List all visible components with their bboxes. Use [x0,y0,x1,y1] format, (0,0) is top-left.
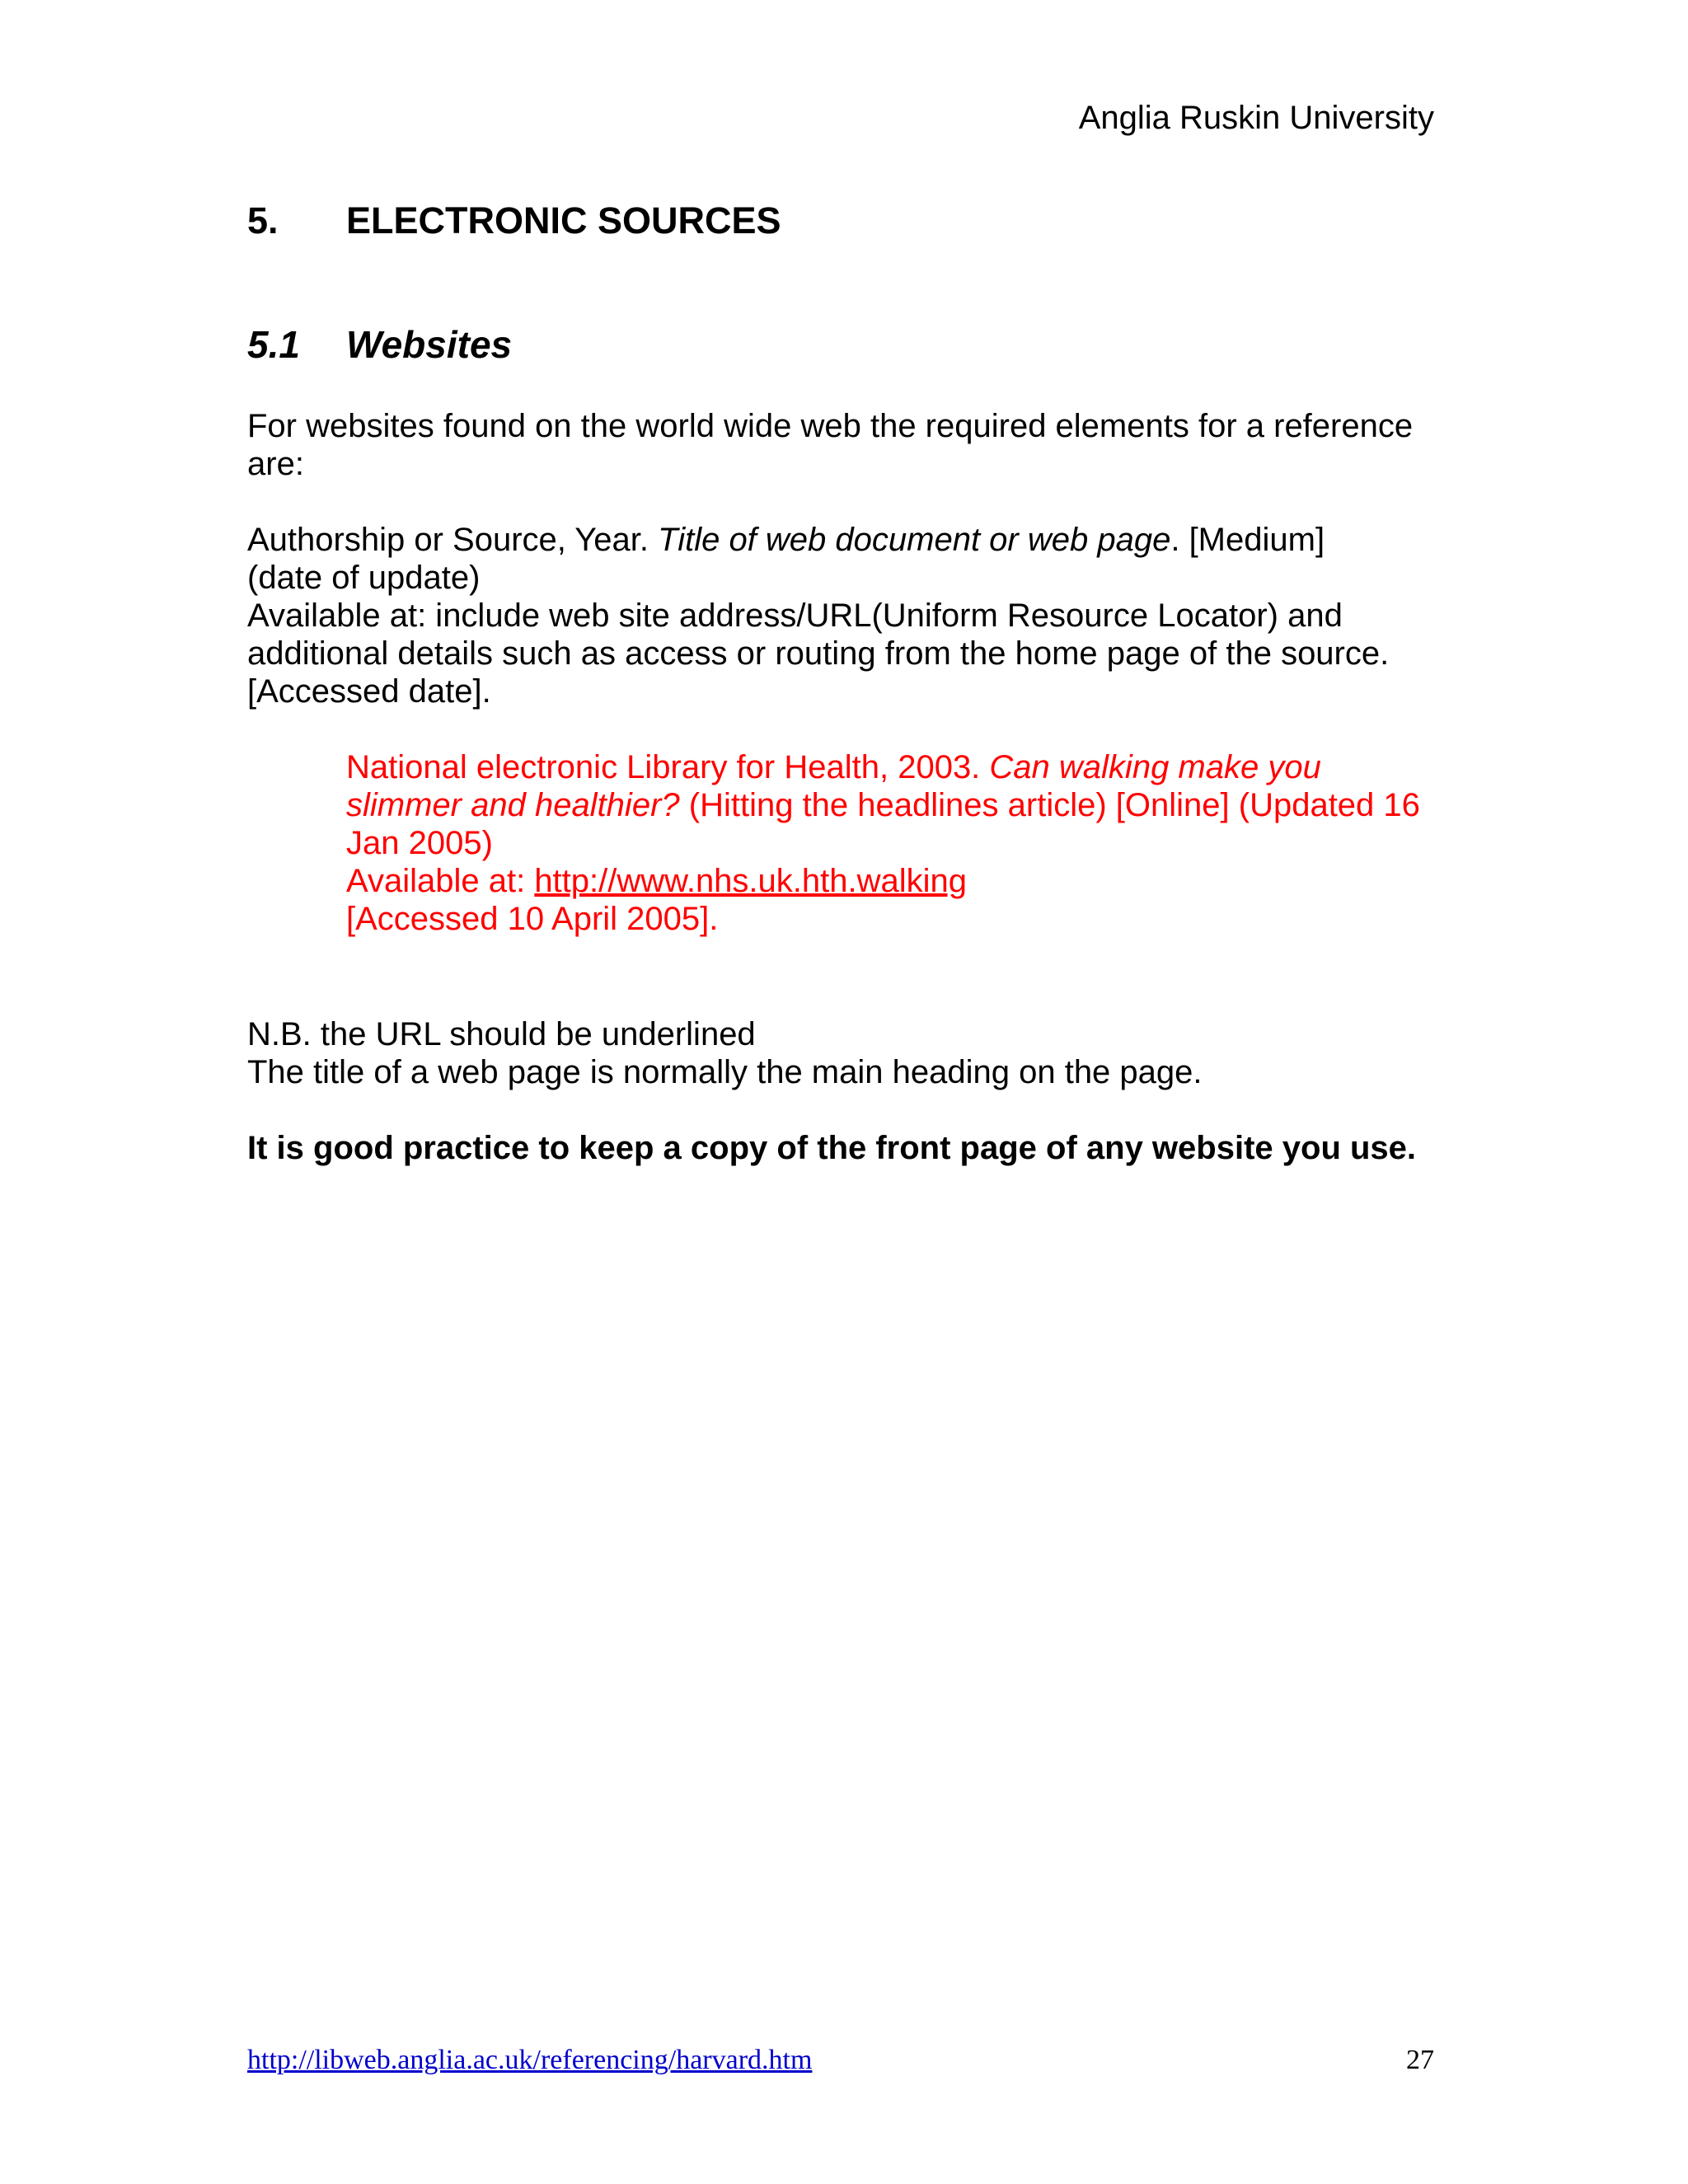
example-line-2 [346,786,1442,824]
subsection-title: Websites [346,323,513,366]
example-line-4 [346,862,1442,900]
elements-line-5: [Accessed date]. [247,673,491,710]
intro-line-2: are: [247,446,304,482]
intro-line-1: For websites found on the world wide web the required elements for a reference [247,408,1414,444]
section-number: 5. [247,199,279,241]
example-title-italic-1: Can walking make you [989,749,1321,785]
example-part-2: (Hitting the headlines article) [Online] (Updated 16 [679,787,1420,823]
notes-line-1: N.B. the URL should be underlined [247,1016,756,1052]
example-available-label: Available at: [346,863,535,899]
notes-line-2: The title of a web page is normally the main heading on the page. [247,1054,1203,1090]
example-line-1 [346,748,1442,786]
reference-elements-paragraph [247,521,1442,710]
intro-paragraph [247,407,1442,483]
notes-paragraph [247,1015,1442,1091]
example-part-1: National electronic Library for Health, 2003. [346,749,990,785]
subsection-heading [247,321,512,368]
elements-part-1: Authorship or Source, Year. [247,522,659,558]
example-accessed: [Accessed 10 April 2005]. [346,901,719,937]
footer-page-number: 27 [1406,2045,1434,2075]
elements-line-1 [247,521,1442,559]
footer-url-link[interactable]: http://libweb.anglia.ac.uk/referencing/harvard.htm [247,2045,813,2075]
example-line-3: Jan 2005) [346,825,493,861]
section-heading [247,198,781,244]
elements-line-4: additional details such as access or routing from the home page of the source. [247,635,1390,672]
section-title: ELECTRONIC SOURCES [346,199,781,241]
elements-line-2: (date of update) [247,560,481,596]
subsection-number: 5.1 [247,323,300,366]
elements-part-2: . [Medium] [1170,522,1325,558]
example-title-italic-2: slimmer and healthier? [346,787,680,823]
header-institution: Anglia Ruskin University [1078,100,1434,136]
elements-line-3: Available at: include web site address/URL(Uniform Resource Locator) and [247,598,1343,634]
elements-title-italic: Title of web document or web page [658,522,1171,558]
example-url-link[interactable]: http://www.nhs.uk.hth.walking [534,863,968,899]
good-practice-note: It is good practice to keep a copy of the front page of any website you use. [247,1130,1417,1166]
reference-example [346,748,1442,938]
